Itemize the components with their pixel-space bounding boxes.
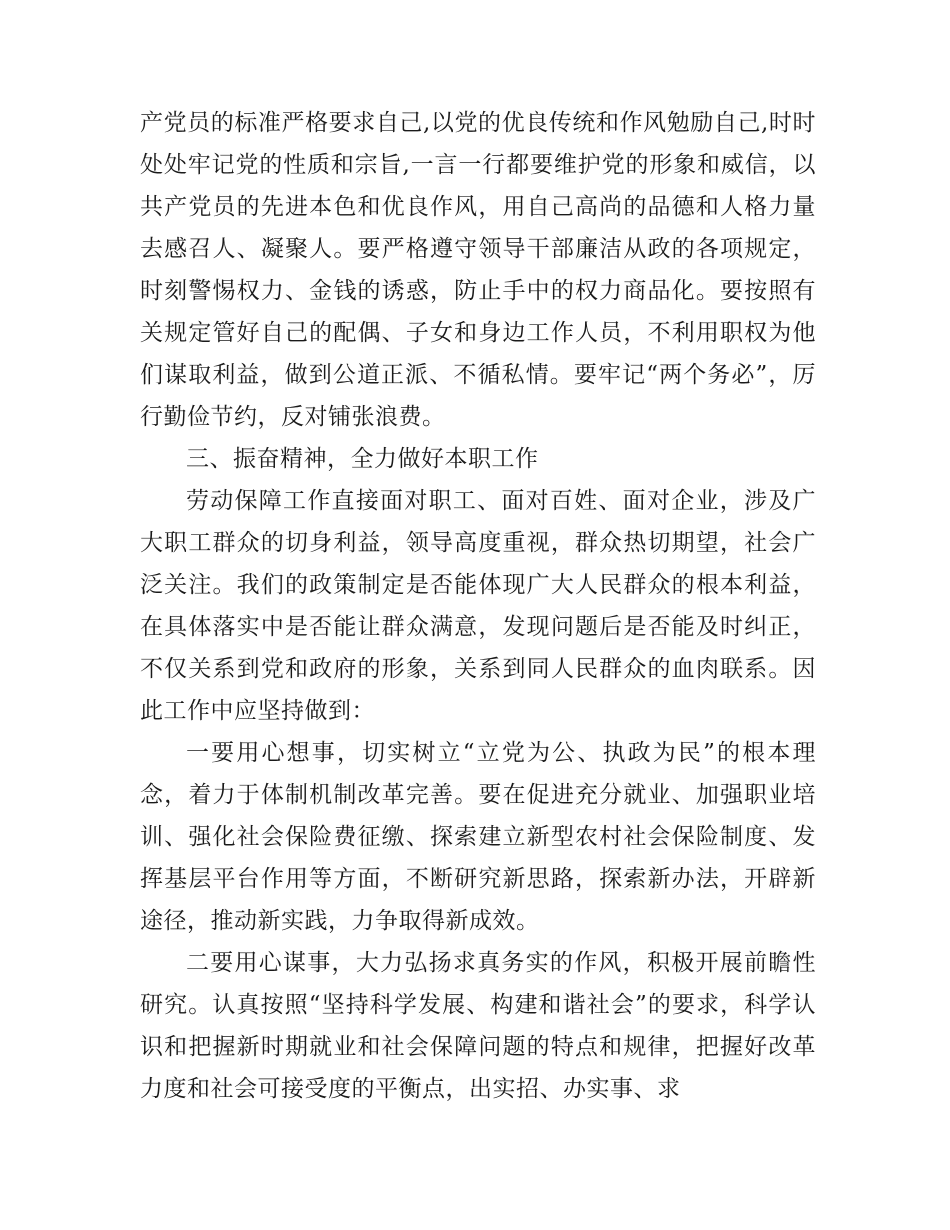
paragraph-continuation: 产党员的标准严格要求自己,以党的优良传统和作风勉励自己,时时处处牢记党的性质和宗旨,一言一行都要维护党的形象和威信，以共产党员的先进本色和优良作风，用自己高尚的品德和人格力量去感召人、凝聚人。要严格遵守领导干部廉洁从政的各项规定，时刻警惕权力、金钱的诱惑，防止手中的权力商品化。要按照有关规定管好自己的配偶、子女和身边工作人员，不利用职权为他们谋取利益，做到公道正派、不循私情。要牢记“两个务必”，厉行勤俭节约，反对铺张浪费。 [140, 110, 816, 430]
section-heading-three: 三、振奋精神，全力做好本职工作 [186, 446, 539, 472]
paragraph-point-two: 二要用心谋事，大力弘扬求真务实的作风，积极开展前瞻性研究。认真按照“坚持科学发展、构建和谐社会”的要求，科学认识和把握新时期就业和社会保障问题的特点和规律，把握好改革力度和社会可接受度的平衡点，出实招、办实事、求 [140, 950, 816, 1102]
paragraph-point-one: 一要用心想事，切实树立“立党为公、执政为民”的根本理念，着力于体制机制改革完善。要在促进充分就业、加强职业培训、强化社会保险费征缴、探索建立新型农村社会保险制度、发挥基层平台作用等方面，不断研究新思路，探索新办法，开辟新途径，推动新实践，力争取得新成效。 [140, 740, 816, 934]
document-body [140, 102, 816, 1110]
paragraph-work-overview: 劳动保障工作直接面对职工、面对百姓、面对企业，涉及广大职工群众的切身利益，领导高度重视，群众热切期望，社会广泛关注。我们的政策制定是否能体现广大人民群众的根本利益，在具体落实中是否能让群众满意，发现问题后是否能及时纠正，不仅关系到党和政府的形象，关系到同人民群众的血肉联系。因此工作中应坚持做到： [140, 488, 816, 724]
